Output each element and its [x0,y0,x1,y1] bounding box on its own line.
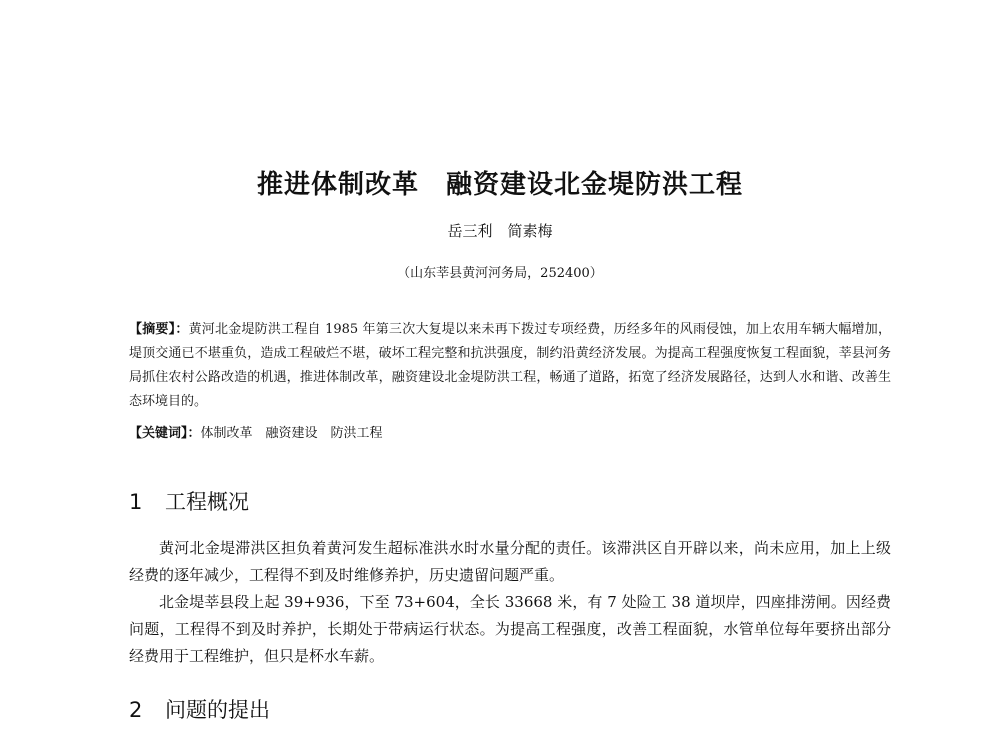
keywords-block [129,422,891,446]
abstract-block [129,318,891,414]
paragraph: 北金堤莘县段上起 39+936，下至 73+604，全长 33668 米，有 7 处险工 38 道坝岸，四座排涝闸。因经费问题，工程得不到及时养护，长期处于带病运行状态。为提高工程强度，改善工程面貌，水管单位每年要挤出部分经费用于工程维护，但只是杯水车薪。 [129,593,891,665]
paper-authors: 岳三利 简素梅 [447,222,553,240]
section-title: 工程概况 [165,490,249,514]
section-number: 1 [129,490,143,514]
paragraph: 黄河北金堤滞洪区担负着黄河发生超标准洪水时水量分配的责任。该滞洪区自开辟以来，尚未应用，加上上级经费的逐年减少，工程得不到及时维修养护，历史遗留问题严重。 [129,539,891,584]
section-heading-1 [129,486,249,516]
author-affiliation: （山东莘县黄河河务局，252400） [397,266,603,281]
section-number: 2 [129,698,143,722]
abstract-label: 【摘要】： [129,322,189,337]
section-heading-2 [129,694,270,724]
section-title: 问题的提出 [165,698,270,722]
keywords-text: 体制改革 融资建设 防洪工程 [200,426,383,441]
keywords-label: 【关键词】： [129,426,201,441]
section-1-body [129,535,891,670]
abstract-text: 黄河北金堤防洪工程自 1985 年第三次大复堤以来未再下拨过专项经费，历经多年的风雨侵蚀，加上农用车辆大幅增加，堤顶交通已不堪重负，造成工程破烂不堪，破坏工程完整和抗洪强度，制约沿黄经济发展。为提高工程强度恢复工程面貌，莘县河务局抓住农村公路改造的机遇，推进体制改革，融资建设北金堤防洪工程，畅通了道路，拓宽了经济发展路径，达到人水和谐、改善生态环境目的。 [129,322,891,409]
paper-title: 推进体制改革 融资建设北金堤防洪工程 [256,170,743,200]
